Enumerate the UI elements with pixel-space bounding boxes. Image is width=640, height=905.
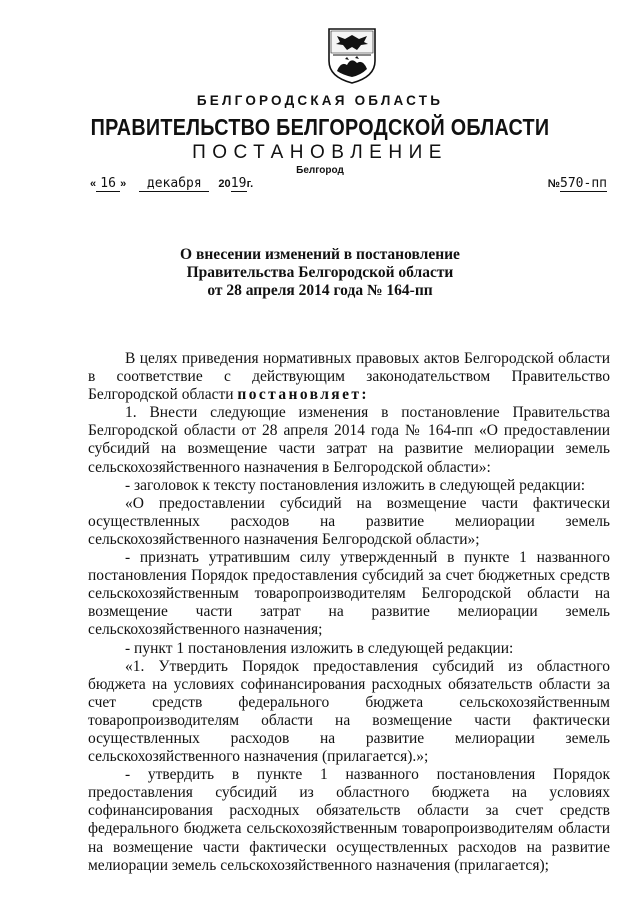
date-year-mark: г. (246, 178, 254, 190)
paragraph-6: «1. Утвердить Порядок предоставления субсидий из областного бюджета на условиях софинансирования расходных обязательств области за счет средств федерального бюджета сельскохозяйственным товаропроизводителям области на возмещение части фактически осуществленных расходов на развитие мелиорации земель сельскохозяйственного назначения (прилагается).»; (88, 657, 610, 766)
date-close-quote: » (120, 178, 127, 190)
date-year-suffix: 19 (230, 176, 247, 191)
intro-paragraph (88, 350, 610, 404)
paragraph-7: - утвердить в пункте 1 названного постановления Порядок предоставления субсидий из областного бюджета на условиях софинансирования расходных обязательств области за счет средств федерального бюджета сельскохозяйственным товаропроизводителям области на возмещение части фактически осуществленных расходов на развитие мелиорации земель сельскохозяйственного назначения (прилагается); (88, 766, 610, 874)
region-name: БЕЛГОРОДСКАЯ ОБЛАСТЬ (196, 93, 444, 108)
number-value: 570-пп (560, 176, 607, 191)
intro-text: В целях приведения нормативных правовых актов Белгородской области в соответствие с действующим законодательством Правительство Белгородской области (88, 350, 610, 404)
paragraph-3: «О предоставлении субсидий на возмещение части фактически осуществленных расходов на развитие мелиорации земель сельскохозяйственного назначения Белгородской области»; (88, 494, 610, 548)
document-type: ПОСТАНОВЛЕНИЕ (192, 142, 448, 163)
resolves-word: постановляет: (237, 386, 369, 404)
paragraph-1: 1. Внести следующие изменения в постановление Правительства Белгородской области от 28 апреля 2014 года № 164-пп «О предоставлении субсидий на возмещение части затрат на развитие мелиорации земель сельскохозяйственного назначения в Белгородской области»: (88, 404, 610, 476)
paragraph-5: - пункт 1 постановления изложить в следующей редакции: (125, 639, 514, 657)
title-line: от 28 апреля 2014 года № 164-пп (207, 282, 433, 299)
city-name: Белгород (296, 165, 344, 176)
government-name: ПРАВИТЕЛЬСТВО БЕЛГОРОДСКОЙ ОБЛАСТИ (90, 114, 550, 140)
document-title (0, 246, 640, 300)
document-date (90, 176, 253, 192)
date-day: 16 (96, 176, 120, 192)
document-number (548, 176, 607, 192)
date-year-prefix: 20 (218, 178, 231, 190)
title-line: О внесении изменений в постановление (180, 246, 460, 263)
paragraph-2: - заголовок к тексту постановления изложить в следующей редакции: (125, 476, 586, 494)
title-line: Правительства Белгородской области (186, 264, 454, 281)
date-month: декабря (139, 176, 209, 192)
coat-of-arms-emblem (327, 27, 377, 85)
number-prefix: № (547, 178, 561, 190)
date-open-quote: « (90, 178, 97, 190)
paragraph-4: - признать утратившим силу утвержденный в пункте 1 названного постановления Порядок предоставления субсидий за счет бюджетных средств сельскохозяйственным товаропроизводителям Белгородской области на возмещение части затрат на развитие мелиорации земель сельскохозяйственного назначения; (88, 549, 610, 639)
document-body (88, 350, 610, 875)
